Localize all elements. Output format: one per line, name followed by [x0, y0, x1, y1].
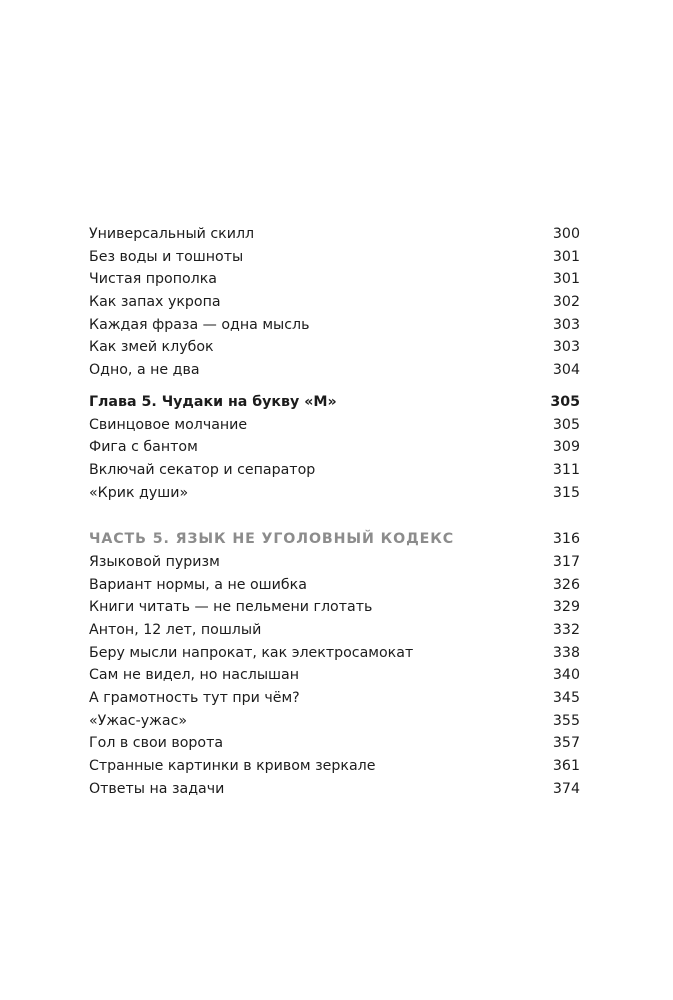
toc-entry-title: Каждая фраза — одна мысль [89, 316, 310, 333]
toc-entry-page: 301 [552, 271, 580, 288]
toc-entry-title: Беру мысли напрокат, как электросамокат [89, 644, 414, 661]
part-page: 316 [552, 531, 580, 548]
toc-entry[interactable] [89, 619, 580, 642]
spacer [89, 504, 580, 528]
toc-entry[interactable] [89, 314, 580, 337]
chapter-title: Глава 5. Чудаки на букву «М» [89, 393, 337, 410]
toc-entry-page: 309 [552, 439, 580, 456]
table-of-contents [89, 223, 580, 801]
toc-entry-title: Ответы на задачи [89, 780, 225, 797]
toc-entry-page: 338 [552, 644, 580, 661]
toc-entry[interactable] [89, 414, 580, 437]
toc-entry-page: 329 [552, 599, 580, 616]
toc-entry-title: Как змей клубок [89, 339, 214, 356]
toc-entry-page: 311 [552, 461, 580, 478]
toc-entry[interactable] [89, 359, 580, 382]
toc-entry-title: Языковой пуризм [89, 553, 220, 570]
toc-entry[interactable] [89, 574, 580, 597]
toc-entry[interactable] [89, 482, 580, 505]
toc-entry-title: Включай секатор и сепаратор [89, 461, 316, 478]
toc-entry[interactable] [89, 551, 580, 574]
toc-entry[interactable] [89, 436, 580, 459]
toc-entry[interactable] [89, 268, 580, 291]
chapter-page: 305 [550, 393, 580, 410]
toc-entry-title: Свинцовое молчание [89, 416, 248, 433]
toc-entry-title: Фига с бантом [89, 439, 198, 456]
toc-entry-page: 317 [552, 553, 580, 570]
toc-part-heading[interactable] [89, 528, 580, 551]
toc-entry-title: Чистая прополка [89, 271, 217, 288]
toc-entry-title: Странные картинки в кривом зеркале [89, 758, 376, 775]
toc-entry-title: Как запах укропа [89, 294, 221, 311]
toc-entry-title: Сам не видел, но наслышан [89, 667, 299, 684]
toc-chapter-heading[interactable] [89, 391, 580, 414]
toc-entry-page: 304 [552, 362, 580, 379]
toc-entry-title: Универсальный скилл [89, 226, 255, 242]
toc-entry-page: 300 [552, 226, 580, 242]
toc-entry-page: 355 [552, 712, 580, 729]
toc-entry[interactable] [89, 710, 580, 733]
toc-entry-title: Вариант нормы, а не ошибка [89, 576, 307, 593]
toc-entry[interactable] [89, 291, 580, 314]
toc-entry-page: 301 [552, 248, 580, 265]
spacer [89, 382, 580, 391]
toc-entry-title: Книги читать — не пельмени глотать [89, 599, 373, 616]
toc-entry-title: Без воды и тошноты [89, 248, 244, 265]
toc-entry-page: 303 [552, 339, 580, 356]
toc-entry-title: «Ужас-ужас» [89, 712, 188, 729]
toc-entry[interactable] [89, 223, 580, 246]
toc-entry-page: 374 [552, 780, 580, 797]
toc-entry[interactable] [89, 459, 580, 482]
toc-entry[interactable] [89, 246, 580, 269]
toc-entry[interactable] [89, 642, 580, 665]
toc-entry-title: Одно, а не два [89, 362, 200, 379]
toc-entry-title: «Крик души» [89, 484, 189, 501]
toc-entry-page: 302 [552, 294, 580, 311]
toc-entry-title: Антон, 12 лет, пошлый [89, 622, 262, 638]
toc-entry[interactable] [89, 336, 580, 359]
toc-entry[interactable] [89, 687, 580, 710]
toc-entry-page: 303 [552, 316, 580, 333]
toc-entry-page: 340 [552, 667, 580, 684]
toc-entry-page: 345 [552, 690, 580, 707]
toc-entry[interactable] [89, 755, 580, 778]
toc-entry-page: 305 [552, 416, 580, 433]
toc-entry[interactable] [89, 778, 580, 801]
toc-entry[interactable] [89, 664, 580, 687]
toc-entry-page: 315 [552, 484, 580, 501]
toc-entry-page: 332 [552, 622, 580, 638]
toc-entry[interactable] [89, 596, 580, 619]
toc-entry[interactable] [89, 732, 580, 755]
toc-entry-page: 361 [552, 758, 580, 775]
toc-entry-page: 357 [552, 735, 580, 752]
part-title: ЧАСТЬ 5. ЯЗЫК НЕ УГОЛОВНЫЙ КОДЕКС [89, 531, 455, 548]
toc-entry-page: 326 [552, 576, 580, 593]
toc-entry-title: Гол в свои ворота [89, 735, 224, 752]
toc-entry-title: А грамотность тут при чём? [89, 690, 300, 707]
